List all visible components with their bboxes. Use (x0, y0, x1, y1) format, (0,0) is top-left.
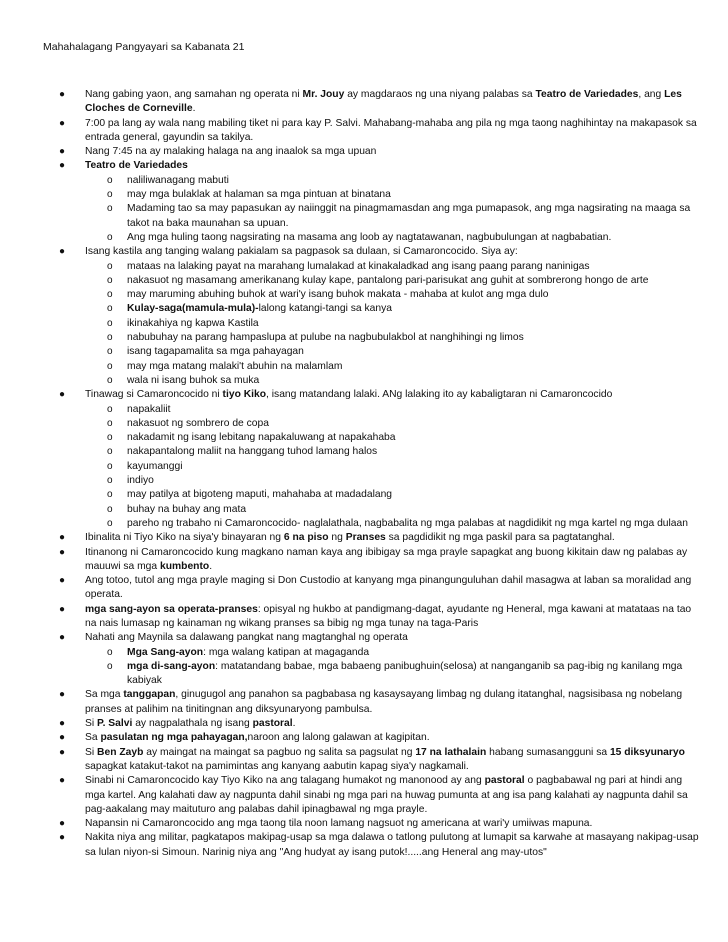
bold-text: Pranses (345, 532, 386, 544)
bold-text: pastoral (484, 775, 525, 787)
document-title: Mahahalagang Pangyayari sa Kabanata 21 (43, 41, 245, 53)
text-run: Ang totoo, tutol ang mga prayle maging si Don Custodio at kanyang mga pinangunguluhan dahil masagwa at laban sa moralidad ang operata. (85, 575, 692, 601)
list-item-text (85, 160, 188, 171)
text-run: Ibinalita ni Tiyo Kiko na siya'y binayaran ng (85, 532, 284, 544)
sub-list (85, 260, 700, 389)
text-run: may mga bulaklak at halaman sa mga pintuan at binatana (127, 189, 391, 201)
text-run: , ginugugol ang panahon sa pagbabasa ng kasaysayang limbag ng dulang itatanghal, nagsisibasa ng nobelang pranses at palihim na tinitingnan ang diksyunaryong pambulsa. (85, 689, 683, 715)
sub-list-item (85, 403, 700, 417)
list-item (43, 817, 700, 831)
text-run: may maruming abuhing buhok at wari'y isang buhok makata - mahaba at kulot ang mga dulo (127, 289, 549, 301)
list-item-text (85, 118, 697, 143)
sub-list-item-text (127, 404, 171, 415)
circle-bullet-icon: o (107, 260, 113, 272)
list-item (43, 531, 700, 545)
sub-list-item (85, 202, 700, 231)
sub-list-item-text (127, 289, 549, 300)
list-item-text (85, 604, 691, 629)
list-item (43, 574, 700, 603)
sub-list-item (85, 660, 700, 689)
text-run: Nang gabing yaon, ang samahan ng operata ni (85, 89, 303, 100)
sub-list-item (85, 474, 700, 488)
circle-bullet-icon: o (107, 503, 113, 515)
list-item-text (85, 389, 612, 400)
text-run: : opisyal ng hukbo at pandigmang-dagat, ayudante ng Heneral, mga kawani at matataas na tao na nais lumasap ng kainaman ng wikang pranses sa bibig ng mga tunay na taga-Paris (85, 603, 692, 629)
circle-bullet-icon: o (107, 203, 113, 215)
sub-list-item (85, 260, 700, 274)
text-run: nakasuot ng sombrero de copa (127, 417, 269, 429)
list-item-text (85, 718, 296, 729)
bullet-icon: ● (59, 603, 66, 615)
bold-text: P. Salvi (97, 718, 133, 730)
text-run: pareho ng trabaho ni Camaroncocido- naglalathala, nagbabalita ng mga palabas at nagdidikit ng mga kartel ng mga dulaan (127, 517, 688, 529)
circle-bullet-icon: o (107, 646, 113, 658)
circle-bullet-icon: o (107, 403, 113, 415)
sub-list-item-text (127, 318, 259, 329)
sub-list-item-text (127, 504, 246, 515)
bullet-icon: ● (59, 689, 66, 701)
list-item-text (85, 747, 685, 772)
bullet-icon: ● (59, 160, 66, 172)
sub-list-item-text (127, 418, 269, 429)
sub-list-item-text (127, 303, 392, 314)
text-run: sa pagdidikit ng mga paskil para sa pagtatanghal. (385, 532, 615, 544)
sub-list-item (85, 503, 700, 517)
text-run: ng (328, 532, 346, 544)
main-bullet-list (43, 88, 700, 860)
sub-list-item-text (127, 275, 648, 286)
text-run: Ang mga huling taong nagsirating na masama ang loob ay nagtatawanan, nagbubulungan at nagbabatian. (127, 231, 612, 243)
text-run: ikinakahiya ng kapwa Kastila (127, 317, 259, 329)
text-run: may mga matang malaki't abuhin na malamlam (127, 360, 343, 372)
list-item-text (85, 89, 682, 114)
text-run: Si (85, 718, 98, 730)
text-run: , isang matandang lalaki. ANg lalaking ito ay kabaligtaran ni Camaroncocido (266, 389, 613, 401)
circle-bullet-icon: o (107, 231, 113, 243)
sub-list-item-text (127, 375, 259, 386)
list-item (43, 546, 700, 575)
list-item (43, 731, 700, 745)
bullet-icon: ● (59, 575, 66, 587)
text-run: o pagbabawal ng pari at hindi ang mga kartel. Ang kalahati daw ay nagpunta dahil sinabi ng mga pari na huwag pumunta at ang isa pang kalahati ay nagpunta dahil sa pag-aakalang may maituturo ang palabas dahil ipinagbawal ng mga prayle. (85, 775, 688, 815)
text-run: ay magdaraos ng una niyang palabas sa (344, 89, 536, 100)
text-run: Tinawag si Camaroncocido ni (85, 389, 223, 401)
bold-text: Les Cloches de Corneville (85, 89, 682, 115)
bullet-icon: ● (59, 532, 66, 544)
list-item (43, 746, 700, 775)
text-run: : mga walang katipan at magaganda (203, 646, 370, 658)
text-run: : matatandang babae, mga babaeng panibughuin(selosa) at nanganganib sa pag-ibig ng kanilang mga kabiyak (127, 660, 683, 687)
circle-bullet-icon: o (107, 417, 113, 429)
text-run: wala ni isang buhok sa muka (127, 374, 260, 386)
list-item-text (85, 689, 682, 714)
list-item (43, 88, 700, 117)
sub-list-item (85, 331, 700, 345)
list-item (43, 388, 700, 531)
sub-list-item-text (127, 446, 377, 457)
text-run: indiyo (127, 475, 154, 487)
text-run: Nang 7:45 na ay malaking halaga na ang inaalok sa mga upuan (85, 146, 377, 158)
bold-text: kumbento (159, 560, 210, 572)
circle-bullet-icon: o (107, 446, 113, 458)
text-run: Napansin ni Camaroncocido ang mga taong tila noon lamang nagsuot ng americana at wari'y umiiwas mapuna. (85, 818, 593, 830)
text-run: . (192, 103, 196, 115)
sub-list-item-text (127, 432, 396, 443)
text-run: mataas na lalaking payat na marahang lumalakad at kinakaladkad ang isang paang parang naninigas (127, 260, 590, 272)
text-run: nakadamit ng isang lebitang napakaluwang at napakahaba (127, 432, 396, 444)
text-run: sapagkat katakut-takot na pamimintas ang kanyang aabutin kapag siya'y nagkamali. (85, 760, 469, 772)
circle-bullet-icon: o (107, 303, 113, 315)
text-run: naroon ang lalong galawan at kagipitan. (247, 732, 430, 744)
sub-list-item (85, 188, 700, 202)
bold-text: 15 diksyunaryo (609, 746, 685, 758)
sub-list-item-text (127, 232, 611, 243)
list-item (43, 688, 700, 717)
sub-list-item (85, 288, 700, 302)
sub-list-item (85, 417, 700, 431)
bold-text: Mga Sang-ayon (127, 646, 204, 658)
sub-list-item (85, 517, 700, 531)
list-item-text (85, 632, 408, 643)
bullet-icon: ● (59, 246, 66, 258)
sub-list-item-text (127, 189, 391, 200)
circle-bullet-icon: o (107, 274, 113, 286)
text-run: napakaliit (127, 403, 171, 415)
sub-list-item (85, 646, 700, 660)
text-run: ay nagpalathala ng isang (132, 718, 253, 730)
list-item-text (85, 775, 688, 815)
sub-list (85, 403, 700, 532)
circle-bullet-icon: o (107, 489, 113, 501)
circle-bullet-icon: o (107, 360, 113, 372)
bold-text: Ben Zayb (97, 746, 144, 758)
bullet-icon: ● (59, 146, 66, 158)
bold-text: Kulay-saga(mamula-mula)- (127, 303, 259, 315)
bullet-icon: ● (59, 632, 66, 644)
list-item-text (85, 732, 430, 743)
bold-text: 17 na lathalain (415, 746, 487, 758)
sub-list-item (85, 460, 700, 474)
list-item (43, 245, 700, 388)
bold-text: pastoral (252, 718, 293, 730)
bold-text: mga di-sang-ayon (127, 660, 216, 672)
text-run: habang sumasangguni sa (486, 746, 610, 758)
bullet-icon: ● (59, 546, 66, 558)
sub-list (85, 646, 700, 689)
sub-list-item-text (127, 361, 342, 372)
bullet-icon: ● (59, 89, 66, 100)
text-run: Itinanong ni Camaroncocido kung magkano naman kaya ang ibibigay sa mga prayle sapagkat ang buong kikitain daw ng palabas ay mauuwi sa mga (85, 546, 688, 572)
bullet-icon: ● (59, 746, 66, 758)
text-run: lalong katangi-tangi sa kanya (258, 303, 392, 315)
list-item (43, 603, 700, 632)
text-run: Madaming tao sa may papasukan ay naiinggit na pinagmamasdan ang mga pumapasok, ang mga nagsirating na maaga sa takot na baka maunahan sa upuan. (127, 203, 691, 229)
circle-bullet-icon: o (107, 289, 113, 301)
text-run: naliliwanagang mabuti (127, 174, 229, 186)
bullet-icon: ● (59, 732, 66, 744)
sub-list-item (85, 360, 700, 374)
sub-list-item-text (127, 475, 154, 486)
text-run: isang tagapamalita sa mga pahayagan (127, 346, 304, 358)
circle-bullet-icon: o (107, 346, 113, 358)
list-item (43, 159, 700, 245)
circle-bullet-icon: o (107, 317, 113, 329)
bold-text: Mr. Jouy (302, 89, 345, 100)
circle-bullet-icon: o (107, 174, 113, 186)
sub-list-item (85, 317, 700, 331)
list-item (43, 717, 700, 731)
list-item (43, 774, 700, 817)
circle-bullet-icon: o (107, 460, 113, 472)
sub-list-item-text (127, 461, 183, 472)
sub-list-item (85, 231, 700, 245)
list-item-text (85, 146, 376, 157)
text-run: may patilya at bigoteng maputi, mahahaba at madadalang (127, 489, 393, 501)
list-item-text (85, 818, 592, 829)
text-run: nakapantalong maliit na hanggang tuhod lamang halos (127, 446, 378, 458)
bold-text: Teatro de Variedades (85, 160, 188, 172)
sub-list-item (85, 274, 700, 288)
text-run: kayumanggi (127, 460, 183, 472)
sub-list-item-text (127, 261, 590, 272)
circle-bullet-icon: o (107, 432, 113, 444)
sub-list-item-text (127, 203, 690, 228)
sub-list-item (85, 431, 700, 445)
list-item (43, 831, 700, 860)
text-run: Isang kastila ang tanging walang pakialam sa pagpasok sa dulaan, si Camaroncocido. Siya ay: (85, 246, 518, 258)
sub-list-item (85, 445, 700, 459)
bold-text: pasulatan ng mga pahayagan, (100, 732, 248, 744)
bold-text: 6 na piso (283, 532, 329, 544)
circle-bullet-icon: o (107, 189, 113, 201)
bullet-icon: ● (59, 718, 66, 730)
sub-list-item (85, 174, 700, 188)
text-run: Sa mga (85, 689, 124, 701)
list-item-text (85, 532, 615, 543)
bullet-icon: ● (59, 832, 66, 844)
text-run: buhay na buhay ang mata (127, 503, 247, 515)
bold-text: Teatro de Variedades (535, 89, 639, 100)
text-run: . (209, 560, 213, 572)
bullet-icon: ● (59, 775, 66, 787)
bullet-icon: ● (59, 389, 66, 401)
text-run: Nakita niya ang militar, pagkatapos makipag-usap sa mga dalawa o tatlong pulutong at lumapit sa karwahe at masayang nakipag-usap sa lulan niyon-si Simoun. Narinig niya ang "Ang hudyat ay isang putok!.....ang Heneral ang may-utos" (85, 832, 699, 858)
sub-list-item-text (127, 175, 229, 186)
sub-list-item-text (127, 489, 392, 500)
text-run: . (292, 718, 296, 730)
list-item (43, 145, 700, 159)
text-run: nakasuot ng masamang amerikanang kulay kape, pantalong pari-parisukat ang guhit at sombrerong hongo de arte (127, 274, 649, 286)
sub-list-item (85, 345, 700, 359)
list-item-text (85, 832, 699, 857)
bullet-icon: ● (59, 117, 66, 129)
list-item (43, 117, 700, 146)
text-run: 7:00 pa lang ay wala nang mabiling tiket ni para kay P. Salvi. Mahabang-mahaba ang pila ng mga taong naghihintay na makapasok sa entrada general, gayundin sa takilya. (85, 117, 697, 143)
list-item-text (85, 547, 687, 572)
sub-list-item-text (127, 346, 304, 357)
list-item-text (85, 575, 691, 600)
list-item (43, 631, 700, 688)
bold-text: mga sang-ayon sa operata-pranses (85, 603, 258, 615)
bold-text: tiyo Kiko (222, 389, 267, 401)
text-run: Nahati ang Maynila sa dalawang pangkat nang magtanghal ng operata (85, 632, 408, 644)
sub-list-item-text (127, 661, 682, 686)
sub-list-item-text (127, 518, 688, 529)
sub-list-item-text (127, 647, 369, 658)
circle-bullet-icon: o (107, 660, 113, 672)
bullet-icon: ● (59, 818, 66, 830)
text-run: nabubuhay na parang hampaslupa at pulube na nagbubulakbol at nanghihingi ng limos (127, 332, 524, 344)
text-run: Sinabi ni Camaroncocido kay Tiyo Kiko na ang talagang humakot ng manonood ay ang (85, 775, 485, 787)
sub-list-item (85, 374, 700, 388)
text-run: Si (85, 746, 98, 758)
circle-bullet-icon: o (107, 475, 113, 487)
text-run: ay maingat na maingat sa pagbuo ng salita sa pagsulat ng (143, 746, 416, 758)
bold-text: tanggapan (123, 689, 176, 701)
text-run: Sa (85, 732, 101, 744)
circle-bullet-icon: o (107, 332, 113, 344)
sub-list-item-text (127, 332, 524, 343)
text-run: , ang (638, 89, 665, 100)
sub-list-item (85, 488, 700, 502)
sub-list-item (85, 302, 700, 316)
circle-bullet-icon: o (107, 517, 113, 529)
sub-list (85, 174, 700, 245)
list-item-text (85, 246, 518, 257)
circle-bullet-icon: o (107, 374, 113, 386)
